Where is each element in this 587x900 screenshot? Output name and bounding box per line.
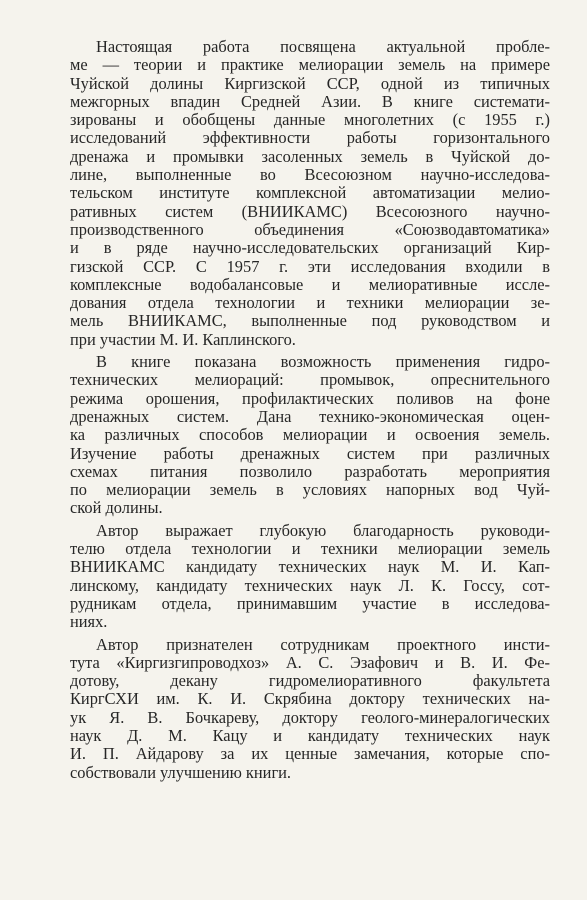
text-line: технических мелиораций: промывок, опреснительного <box>70 370 550 390</box>
text-line: ВНИИКАМС кандидату технических наук М. И. Кап- <box>70 557 550 577</box>
text-line: Автор выражает глубокую благодарность руководи- <box>96 520 550 540</box>
paragraph-4 <box>70 636 550 782</box>
text-line: дренажа и промывки засоленных земель в Чуйской до- <box>70 146 550 166</box>
text-line: зированы и обобщены данные многолетних (с 1955 г.) <box>70 110 550 130</box>
text-line: И. П. Айдарову за их ценные замечания, которые спо- <box>70 744 550 764</box>
text-line: межгорных впадин Средней Азии. В книге системати- <box>70 91 550 111</box>
text-line: дотову, декану гидромелиоративного факультета <box>70 671 550 691</box>
text-line: рудникам отдела, принимавшим участие в исследова- <box>70 593 550 613</box>
paragraph-1 <box>70 38 550 349</box>
text-line: ской долины. <box>70 498 163 518</box>
text-line: собствовали улучшению книги. <box>70 762 292 782</box>
text-line: ме — теории и практике мелиорации земель на примере <box>70 55 550 75</box>
text-line: Автор признателен сотрудникам проектного инсти- <box>96 634 550 654</box>
text-line: при участии М. И. Каплинского. <box>70 329 296 349</box>
text-line: по мелиорации земель в условиях напорных вод Чуй- <box>70 480 550 500</box>
text-line: и в ряде научно-исследовательских организаций Кир- <box>70 238 550 258</box>
text-line: дренажных систем. Дана технико-экономическая оцен- <box>70 406 550 426</box>
text-line: ративных систем (ВНИИКАМС) Всесоюзного научно- <box>70 201 550 221</box>
text-line: тельском институте комплексной автоматизации мелио- <box>70 183 550 203</box>
text-line: исследований эффективности работы горизонтального <box>70 128 550 148</box>
text-line: ук Я. В. Бочкареву, доктору геолого-минералогических <box>70 707 550 727</box>
text-line: режима орошения, профилактических поливов на фоне <box>70 388 550 408</box>
text-line: ка различных способов мелиорации и освоения земель. <box>70 425 550 445</box>
text-line: мель ВНИИКАМС, выполненные под руководством и <box>70 311 550 331</box>
text-line: В книге показана возможность применения гидро- <box>96 352 550 372</box>
text-line: тута «Киргизгипроводхоз» А. С. Эзафович и В. И. Фе- <box>70 652 550 672</box>
paragraph-3 <box>70 522 550 632</box>
paragraph-2 <box>70 353 550 518</box>
text-line: телю отдела технологии и техники мелиорации земель <box>70 539 550 559</box>
text-line: комплексные водобалансовые и мелиоративные иссле- <box>70 274 550 294</box>
text-line: линскому, кандидату технических наук Л. К. Госсу, сот- <box>70 575 550 595</box>
text-line: Изучение работы дренажных систем при различных <box>70 443 550 463</box>
text-line: лине, выполненные во Всесоюзном научно-исследова- <box>70 165 550 185</box>
text-line: наук Д. М. Кацу и кандидату технических наук <box>70 725 550 745</box>
text-line: дования отдела технологии и техники мелиорации зе- <box>70 293 550 313</box>
text-line: Чуйской долины Киргизской ССР, одной из типичных <box>70 73 550 93</box>
preface-text <box>70 38 550 786</box>
text-line: ниях. <box>70 612 108 632</box>
text-line: схемах питания позволило разработать мероприятия <box>70 461 550 481</box>
text-line: Настоящая работа посвящена актуальной пробле- <box>96 37 550 56</box>
text-line: гизской ССР. С 1957 г. эти исследования входили в <box>70 256 550 276</box>
text-line: КиргСХИ им. К. И. Скрябина доктору технических на- <box>70 689 550 709</box>
text-line: производственного объединения «Союзводавтоматика» <box>70 219 550 239</box>
